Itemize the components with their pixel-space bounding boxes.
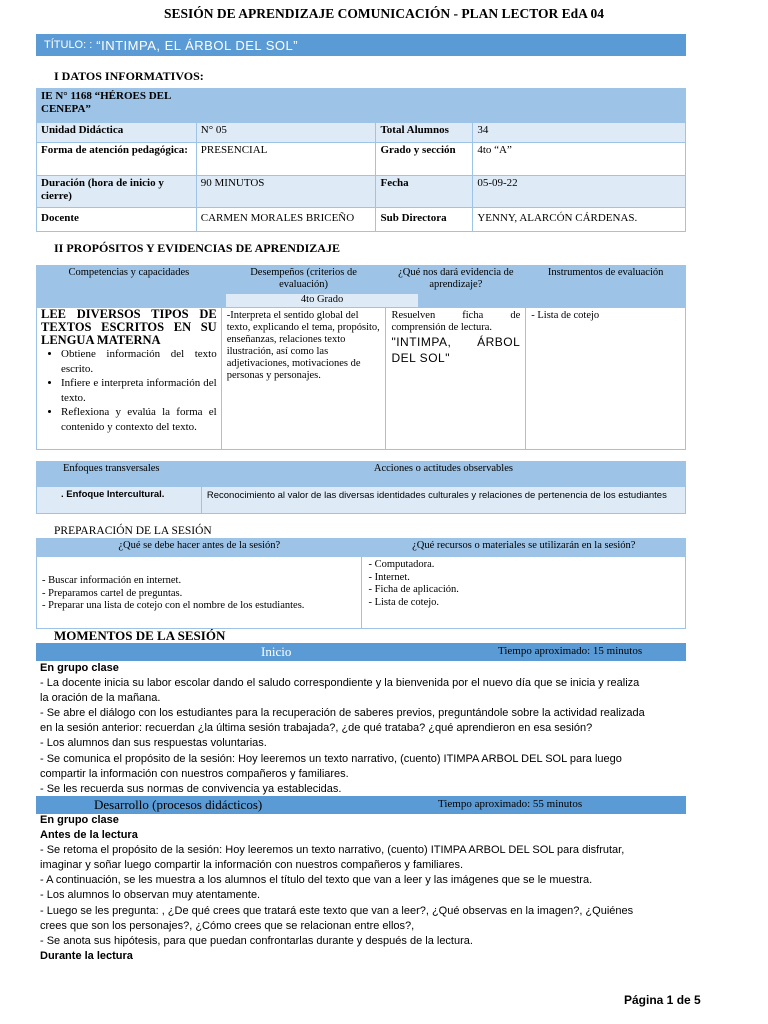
desarrollo-label: Desarrollo (procesos didácticos)	[94, 797, 263, 812]
inicio-content	[40, 661, 700, 797]
col-header: Desempeños (criterios de evaluación)	[250, 267, 357, 290]
competencia: LEE DIVERSOS TIPOS DE TEXTOS ESCRITOS EN SU LENGUA MATERNA	[41, 307, 217, 347]
evidencia-title: "INTIMPA, ÁRBOL DEL SOL"	[391, 335, 521, 365]
text-line: - La docente inicia su labor escolar dando el saludo correspondiente y la bienvenida por el nuevo día que se inicia y realiza	[40, 677, 640, 690]
recurso-item: - Computadora.	[368, 559, 435, 570]
ie-name: IE N° 1168 “HÉROES DEL CENEPA”	[37, 89, 197, 123]
preparacion-table	[36, 538, 686, 629]
text-line: en la sesión anterior: recuerdan ¿la última sesión trabajada?, ¿de qué trataba? ¿qué aprendieron en esa sesión?	[40, 722, 593, 735]
text-line: - Se anota sus hipótesis, para que puedan confrontarlas durante y después de la lectura.	[40, 934, 473, 947]
datos-label: Docente	[37, 208, 197, 232]
text-line: la oración de la mañana.	[40, 692, 161, 705]
title-label: TÍTULO: :	[44, 39, 93, 51]
datos-value: PRESENCIAL	[196, 143, 376, 176]
text-line: En grupo clase	[40, 814, 119, 826]
datos-value: 90 MINUTOS	[196, 176, 376, 208]
text-line: - Luego se les pregunta: , ¿De qué crees que tratará este texto que van a leer?, ¿Qué observas en la imagen?, ¿Quiénes	[40, 904, 634, 917]
desarrollo-time: Tiempo aproximado: 55 minutos	[438, 798, 583, 810]
text-line: - A continuación, se les muestra a los alumnos el título del texto que van a leer y las imágenes que se le muestra.	[40, 874, 593, 887]
col-header: ¿Qué nos dará evidencia de aprendizaje?	[386, 266, 526, 308]
inicio-label: Inicio	[261, 644, 292, 659]
antes-item: - Preparar una lista de cotejo con el nombre de los estudiantes.	[42, 600, 305, 611]
datos-label: Grado y sección	[376, 143, 473, 176]
antes-col-header: ¿Qué se debe hacer antes de la sesión?	[37, 539, 362, 557]
text-line: Durante la lectura	[40, 949, 133, 962]
datos-value: 05-09-22	[473, 176, 686, 208]
datos-value: N° 05	[196, 123, 376, 143]
text-line: - Se abre el diálogo con los estudiantes para la recuperación de saberes previos, preguntándole sobre la actividad realizada	[40, 707, 645, 720]
text-line: imaginar y soñar luego compartir la información con nuestros compañeros y familiares.	[40, 859, 464, 872]
datos-value: YENNY, ALARCÓN CÁRDENAS.	[473, 208, 686, 232]
text-line: Antes de la lectura	[40, 829, 138, 842]
enfoques-table	[36, 461, 686, 514]
document-header: SESIÓN DE APRENDIZAJE COMUNICACIÓN - PLAN LECTOR EdA 04	[163, 6, 605, 21]
text-line: - Se les recuerda sus normas de convivencia ya establecidas.	[40, 782, 342, 795]
enfoques-col-header: Enfoques transversales	[37, 462, 202, 487]
datos-label: Fecha	[376, 176, 473, 208]
datos-label: Forma de atención pedagógica:	[37, 143, 197, 176]
title-value: “INTIMPA, EL ÁRBOL DEL SOL”	[96, 37, 299, 53]
title-bar	[36, 34, 686, 56]
capacidad-item: • Reflexiona y evalúa la forma el contenido y contexto del texto.	[61, 405, 217, 434]
text-line: compartir la información con nuestros compañeros y familiares.	[40, 767, 349, 780]
datos-label: Duración (hora de inicio y cierre)	[37, 176, 197, 208]
recurso-item: - Ficha de aplicación.	[368, 584, 459, 595]
antes-item: - Preparamos cartel de preguntas.	[42, 587, 183, 599]
desempeno: -Interpreta el sentido global del texto, explicando el tema, propósito, enseñanzas, relaciones texto ilustración, así como las adjetivaciones, motivaciones de personas y personajes.	[221, 308, 386, 450]
recursos-col-header: ¿Qué recursos o materiales se utilizarán en la sesión?	[362, 539, 686, 557]
inicio-time: Tiempo aproximado: 15 minutos	[498, 645, 643, 657]
antes-item: - Buscar información en internet.	[42, 575, 182, 586]
text-line: - Se retoma el propósito de la sesión: Hoy leeremos un texto narrativo, (cuento) ITIMPA ARBOL DEL SOL para disfrutar,	[40, 844, 625, 857]
instrumento: - Lista de cotejo	[526, 308, 686, 450]
col-header: Competencias y capacidades	[37, 266, 222, 308]
datos-value: 34	[473, 123, 686, 143]
inicio-bar	[36, 643, 686, 661]
enfoque-name: . Enfoque Intercultural.	[37, 487, 202, 514]
datos-label: Unidad Didáctica	[37, 123, 197, 143]
page-number: Página 1 de 5	[624, 993, 701, 1007]
acciones-col-header: Acciones o actitudes observables	[201, 462, 685, 487]
propositos-table	[36, 265, 686, 450]
col-header: Instrumentos de evaluación	[526, 266, 686, 308]
section-momentos-heading: MOMENTOS DE LA SESIÓN	[54, 628, 226, 643]
section-propositos-heading: II PROPÓSITOS Y EVIDENCIAS DE APRENDIZAJE	[54, 241, 340, 255]
section-datos-heading: I DATOS INFORMATIVOS:	[54, 69, 204, 83]
enfoque-desc: Reconocimiento al valor de las diversas identidades culturales y relaciones de pertenencia de los estudiantes	[201, 487, 685, 514]
desarrollo-bar	[36, 796, 686, 814]
section-preparacion-heading: PREPARACIÓN DE LA SESIÓN	[54, 525, 212, 537]
text-line: En grupo clase	[40, 662, 119, 674]
capacidad-item: • Obtiene información del texto escrito.	[61, 347, 217, 376]
capacidades-list	[41, 347, 217, 434]
datos-label: Sub Directora	[376, 208, 473, 232]
grade-label: 4to Grado	[226, 293, 419, 307]
datos-value: CARMEN MORALES BRICEÑO	[196, 208, 376, 232]
text-line: crees que son los personajes?, ¿Cómo crees que se relacionan entre ellos?,	[40, 919, 415, 932]
recurso-item: - Lista de cotejo.	[368, 596, 440, 608]
datos-table	[36, 88, 686, 232]
recurso-item: - Internet.	[368, 571, 410, 583]
evidencia: Resuelven ficha de comprensión de lectura.	[391, 310, 521, 333]
desarrollo-content	[40, 813, 700, 964]
text-line: - Los alumnos lo observan muy atentamente.	[40, 889, 261, 902]
text-line: - Se comunica el propósito de la sesión: Hoy leeremos un texto narrativo, (cuento) ITIMPA ARBOL DEL SOL para luego	[40, 752, 622, 765]
capacidad-item: • Infiere e interpreta información del texto.	[61, 376, 217, 405]
text-line: - Los alumnos dan sus respuestas voluntarias.	[40, 737, 267, 750]
datos-value: 4to “A”	[473, 143, 686, 176]
datos-label: Total Alumnos	[376, 123, 473, 143]
